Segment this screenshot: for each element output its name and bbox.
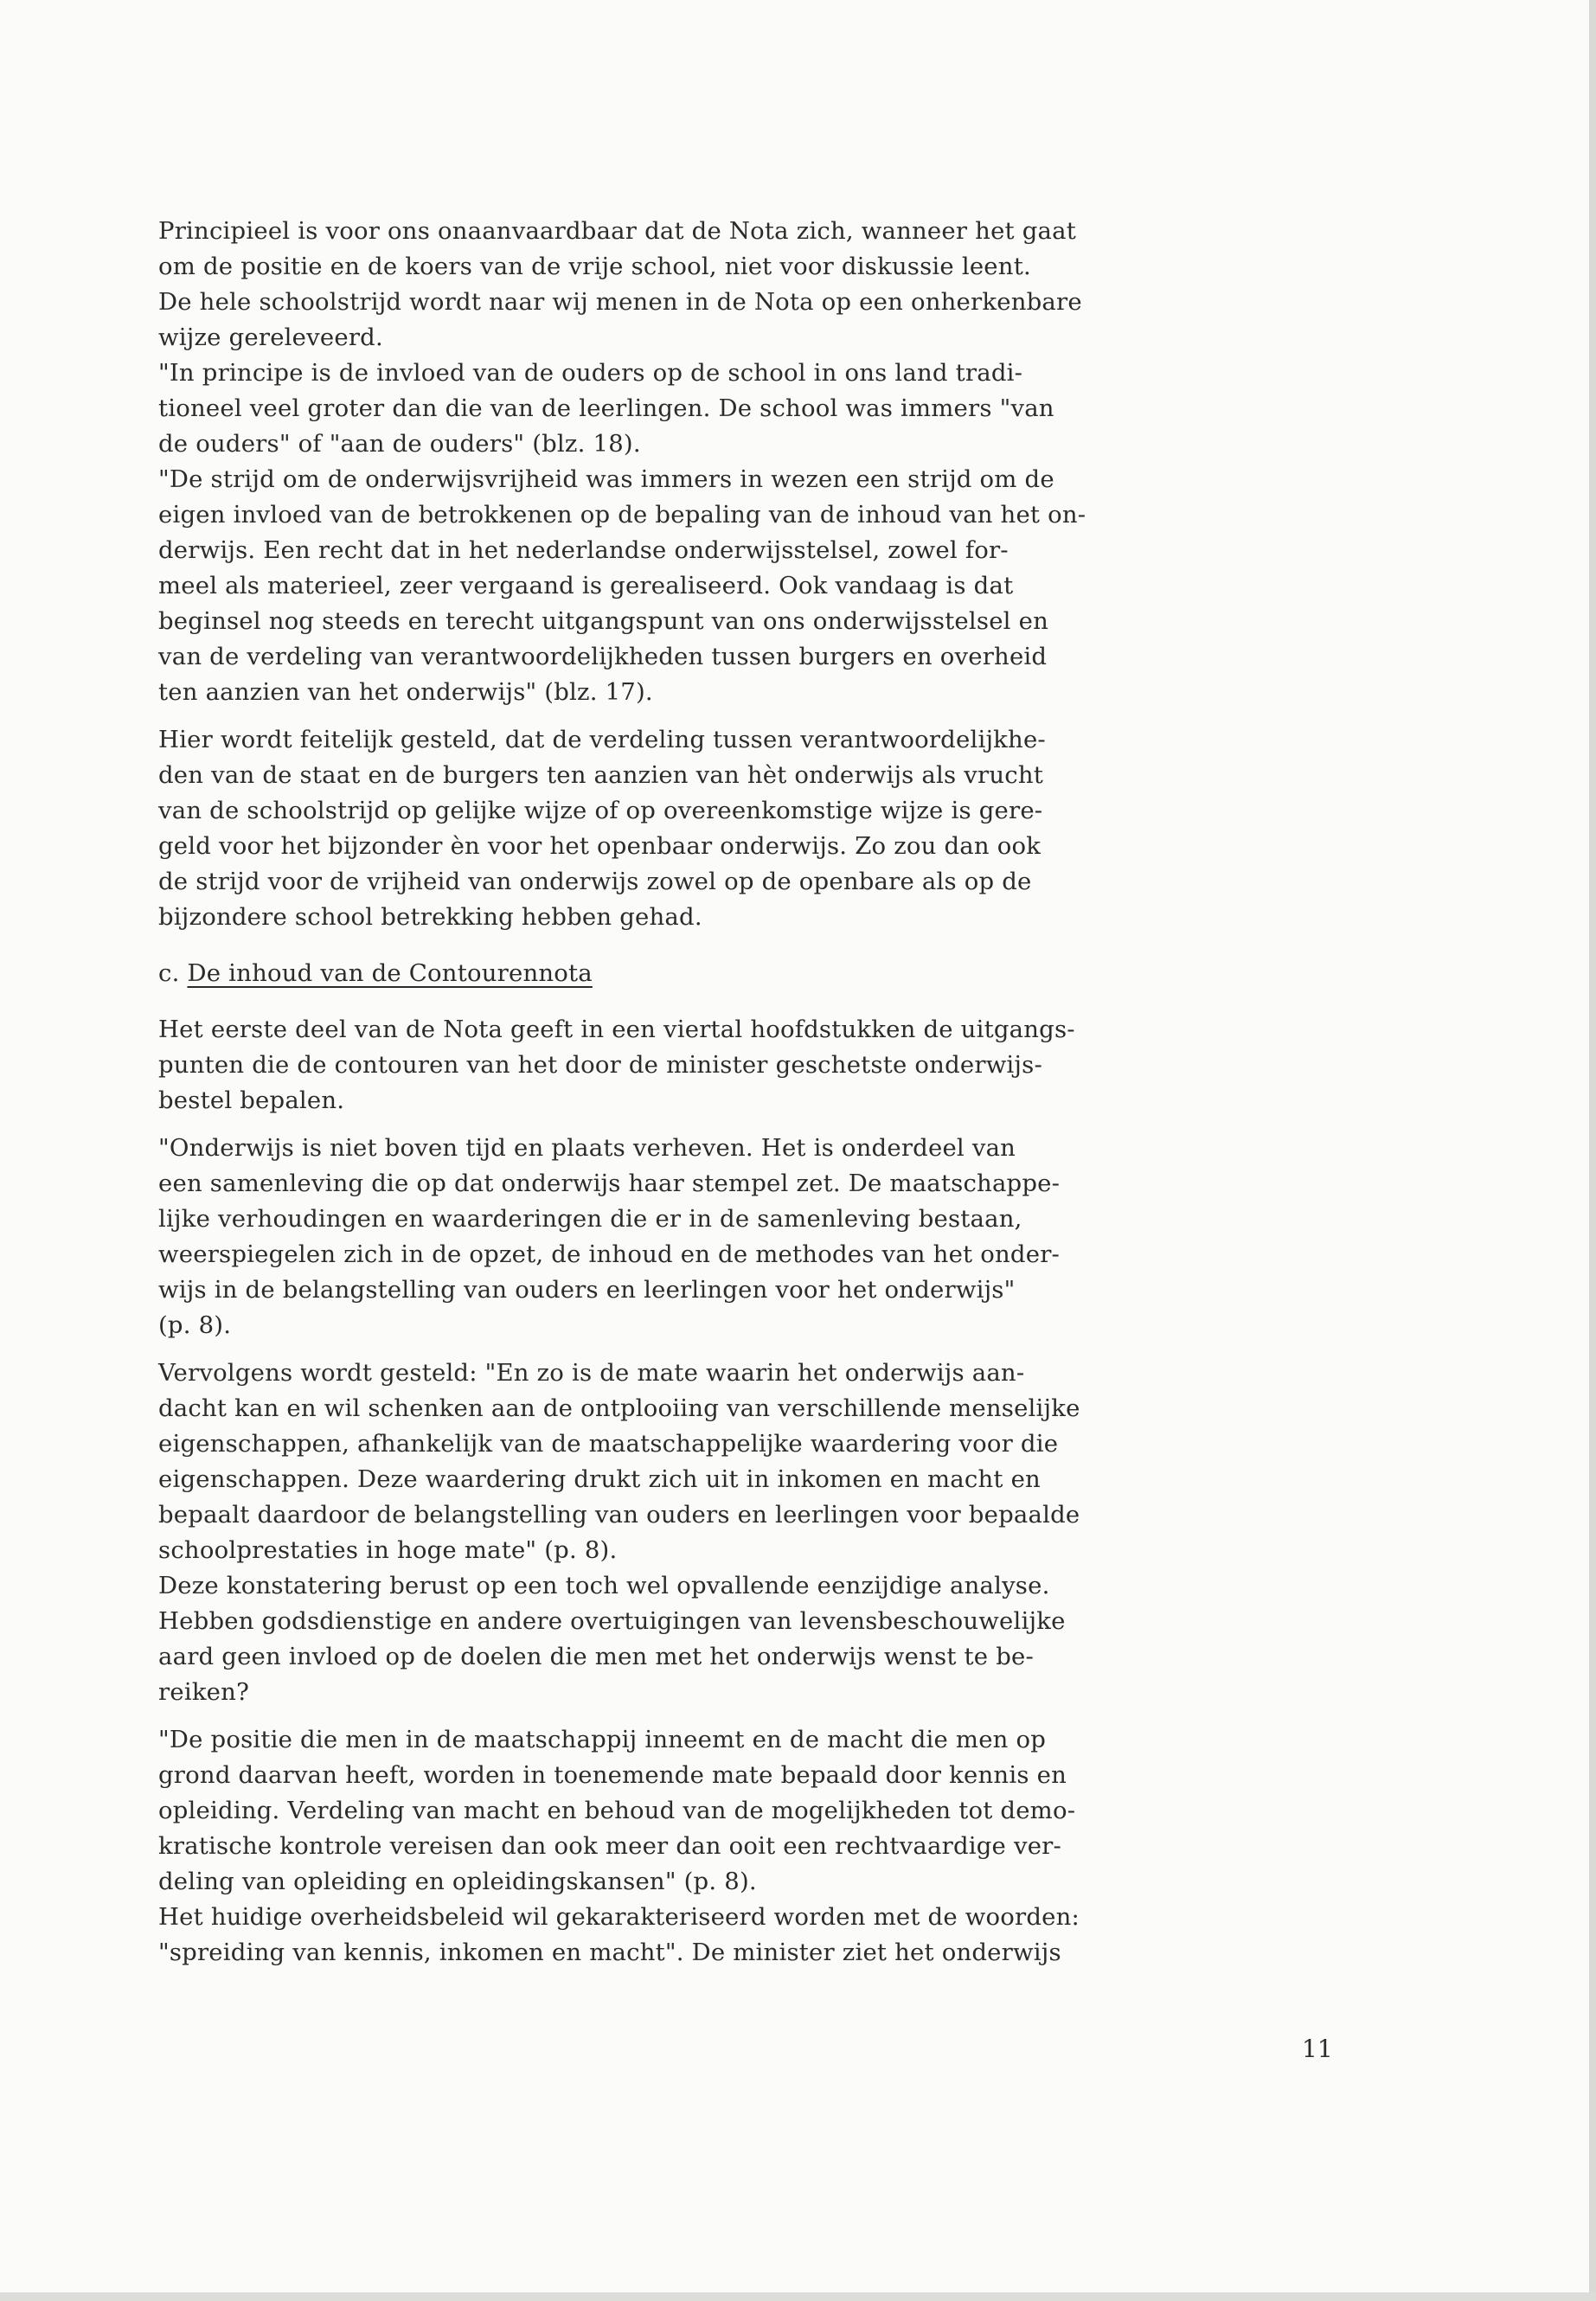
text-line: den van de staat en de burgers ten aanzien van hèt onderwijs als vrucht	[158, 761, 1044, 789]
text-line: Vervolgens wordt gesteld: "En zo is de mate waarin het onderwijs aan-	[158, 1359, 1025, 1387]
text-line: Het eerste deel van de Nota geeft in een viertal hoofdstukken de uitgangs-	[158, 1016, 1075, 1043]
page-number: 11	[1302, 2035, 1333, 2063]
section-gap	[158, 991, 1352, 1012]
paragraph-1	[158, 214, 1352, 710]
body-text	[158, 214, 1352, 1971]
text-line: Hebben godsdienstige en andere overtuigingen van levensbeschouwelijke	[158, 1607, 1066, 1635]
paragraph-gap	[158, 1118, 1352, 1131]
text-line: opleiding. Verdeling van macht en behoud van de mogelijkheden tot demo-	[158, 1797, 1076, 1824]
text-line: van de schoolstrijd op gelijke wijze of op overeenkomstige wijze is gere-	[158, 797, 1043, 824]
section-gap	[158, 935, 1352, 956]
text-line: om de positie en de koers van de vrije school, niet voor diskussie leent.	[158, 253, 1031, 280]
text-line: Deze konstatering berust op een toch wel opvallende eenzijdige analyse.	[158, 1572, 1050, 1599]
text-line: wijze gereleveerd.	[158, 324, 383, 351]
text-line: een samenleving die op dat onderwijs haar stempel zet. De maatschappe-	[158, 1170, 1061, 1197]
text-line: punten die de contouren van het door de minister geschetste onderwijs-	[158, 1051, 1042, 1079]
text-line: wijs in de belangstelling van ouders en leerlingen voor het onderwijs"	[158, 1276, 1016, 1304]
text-line: De hele schoolstrijd wordt naar wij menen in de Nota op een onherkenbare	[158, 288, 1082, 316]
text-line: dacht kan en wil schenken aan de ontplooiing van verschillende menselijke	[158, 1394, 1080, 1422]
paragraph-2	[158, 722, 1352, 935]
paragraph-gap	[158, 1343, 1352, 1356]
paragraph-3	[158, 1012, 1352, 1118]
text-line: de strijd voor de vrijheid van onderwijs zowel op de openbare als op de	[158, 868, 1032, 895]
text-line: eigenschappen. Deze waardering drukt zich uit in inkomen en macht en	[158, 1465, 1041, 1493]
paragraph-5	[158, 1356, 1352, 1710]
text-line: eigen invloed van de betrokkenen op de bepaling van de inhoud van het on-	[158, 501, 1086, 529]
page-edge-bottom	[0, 2292, 1596, 2301]
text-line: weerspiegelen zich in de opzet, de inhoud en de methodes van het onder-	[158, 1240, 1061, 1268]
paragraph-gap	[158, 1710, 1352, 1722]
text-line: kratische kontrole vereisen dan ook meer dan ooit een rechtvaardige ver-	[158, 1832, 1062, 1860]
section-heading-prefix: c.	[158, 959, 180, 987]
paragraph-gap	[158, 710, 1352, 722]
text-line: beginsel nog steeds en terecht uitgangspunt van ons onderwijsstelsel en	[158, 607, 1048, 635]
text-line: geld voor het bijzonder èn voor het openbaar onderwijs. Zo zou dan ook	[158, 832, 1042, 860]
text-line: "Onderwijs is niet boven tijd en plaats verheven. Het is onderdeel van	[158, 1134, 1016, 1162]
text-line: de ouders" of "aan de ouders" (blz. 18).	[158, 430, 641, 458]
text-line: tioneel veel groter dan die van de leerlingen. De school was immers "van	[158, 394, 1054, 422]
text-line: eigenschappen, afhankelijk van de maatschappelijke waardering voor die	[158, 1430, 1059, 1458]
text-line: (p. 8).	[158, 1311, 232, 1339]
text-line: reiken?	[158, 1678, 250, 1706]
text-line: meel als materieel, zeer vergaand is gerealiseerd. Ook vandaag is dat	[158, 572, 1014, 599]
text-line: "De positie die men in de maatschappij inneemt en de macht die men op	[158, 1726, 1047, 1753]
paragraph-4	[158, 1131, 1352, 1343]
text-line: schoolprestaties in hoge mate" (p. 8).	[158, 1536, 618, 1564]
text-line: grond daarvan heeft, worden in toenemende mate bepaald door kennis en	[158, 1761, 1067, 1789]
section-heading	[158, 956, 1352, 991]
text-line: "In principe is de invloed van de ouders op de school in ons land tradi-	[158, 359, 1023, 387]
text-line: Hier wordt feitelijk gesteld, dat de verdeling tussen verantwoordelijkhe-	[158, 726, 1046, 753]
text-line: aard geen invloed op de doelen die men met het onderwijs wenst te be-	[158, 1643, 1034, 1670]
paragraph-6	[158, 1722, 1352, 1971]
section-heading-title: De inhoud van de Contourennota	[187, 959, 593, 987]
text-line: Het huidige overheidsbeleid wil gekarakteriseerd worden met de woorden:	[158, 1903, 1080, 1931]
text-line: bepaalt daardoor de belangstelling van ouders en leerlingen voor bepaalde	[158, 1501, 1080, 1529]
text-line: "spreiding van kennis, inkomen en macht". De minister ziet het onderwijs	[158, 1939, 1061, 1966]
text-line: van de verdeling van verantwoordelijkheden tussen burgers en overheid	[158, 643, 1048, 670]
text-line: derwijs. Een recht dat in het nederlandse onderwijsstelsel, zowel for-	[158, 536, 1009, 564]
text-line: Principieel is voor ons onaanvaardbaar dat de Nota zich, wanneer het gaat	[158, 217, 1076, 245]
text-line: ten aanzien van het onderwijs" (blz. 17).	[158, 678, 653, 706]
text-line: bijzondere school betrekking hebben gehad.	[158, 903, 702, 931]
text-line: deling van opleiding en opleidingskansen" (p. 8).	[158, 1868, 757, 1895]
text-line: "De strijd om de onderwijsvrijheid was immers in wezen een strijd om de	[158, 465, 1054, 493]
text-line: lijke verhoudingen en waarderingen die er in de samenleving bestaan,	[158, 1205, 1022, 1233]
page-edge-right	[1589, 0, 1596, 2301]
text-line: bestel bepalen.	[158, 1086, 345, 1114]
